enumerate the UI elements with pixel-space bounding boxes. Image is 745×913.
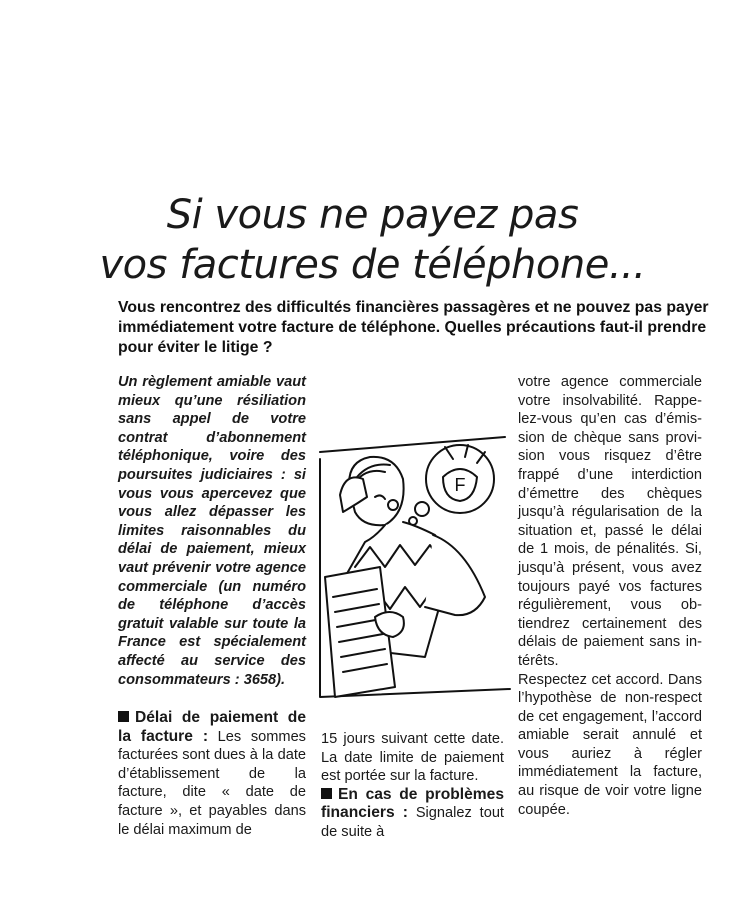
- square-bullet-icon: [118, 711, 129, 722]
- intro-paragraph: Un règlement amiable vaut mieux qu’une résiliation sans appel de votre contrat d’abonnement téléphonique, voire des poursuites judiciaires : si vous vous apercevez que vous allez dépasser les limites raisonnables du délai de paiement, mieux vaut prévenir votre agence commerciale (un numéro de téléphone d’accès gratuit valable sur toute la France est spécialement affecté au service des consommateurs : 3658).: [118, 374, 306, 688]
- section-1-text-a: Les sommes facturées sont dues à la date d’établissement de la facture, dite « date de facture », et payables dans le délai maximum de: [118, 728, 306, 838]
- section-2-text-a: Signalez tout de suite à: [321, 805, 504, 840]
- section-2-paragraph: [321, 786, 504, 842]
- column-1-lower: [118, 709, 306, 839]
- section-1-continuation: 15 jours suivant cette date. La date limite de paiement est portée sur la facture.: [321, 731, 504, 785]
- article-lead: Vous rencontrez des difficultés financières passagères et ne pouvez pas payer immédiatement votre facture de téléphone. Quelles précautions faut-il prendre pour éviter le litige ?: [118, 299, 709, 356]
- column-3: [518, 373, 702, 819]
- franc-symbol: F: [454, 475, 466, 495]
- column-2-lower: [321, 730, 504, 842]
- thought-bubble: [409, 445, 494, 525]
- section-1-heading: Délai de paiement de la facture :: [118, 709, 306, 745]
- section-2-continuation: votre agence commerciale votre insolvabilité. Rappelez-vous qu’en cas d’émission de chèque sans provision vous risquez d’être frappé d’une interdiction d’émettre des chèques jusqu’à régularisation de la situation et, passé le délai de 1 mois, de pénalités. Si, jusqu’à présent, vous avez toujours payé vos factures régulièrement, vous obtiendrez certainement des délais de paiement sans intérêts.: [518, 374, 702, 669]
- section-2-heading: En cas de problèmes financiers :: [321, 785, 504, 822]
- square-bullet-icon: [321, 788, 332, 799]
- worried-man-illustration: [315, 417, 515, 717]
- closing-paragraph: Respectez cet accord. Dans l’hypothèse de non-respect de cet engagement, l’accord amiable serait annulé et vous auriez à régler immédiatement la facture, au risque de voir votre ligne coupée.: [518, 671, 702, 818]
- article-title-line-1: Si vous ne payez pas: [166, 192, 579, 238]
- section-1-paragraph: [118, 709, 306, 839]
- article-title-line-2: vos factures de téléphone...: [99, 242, 646, 288]
